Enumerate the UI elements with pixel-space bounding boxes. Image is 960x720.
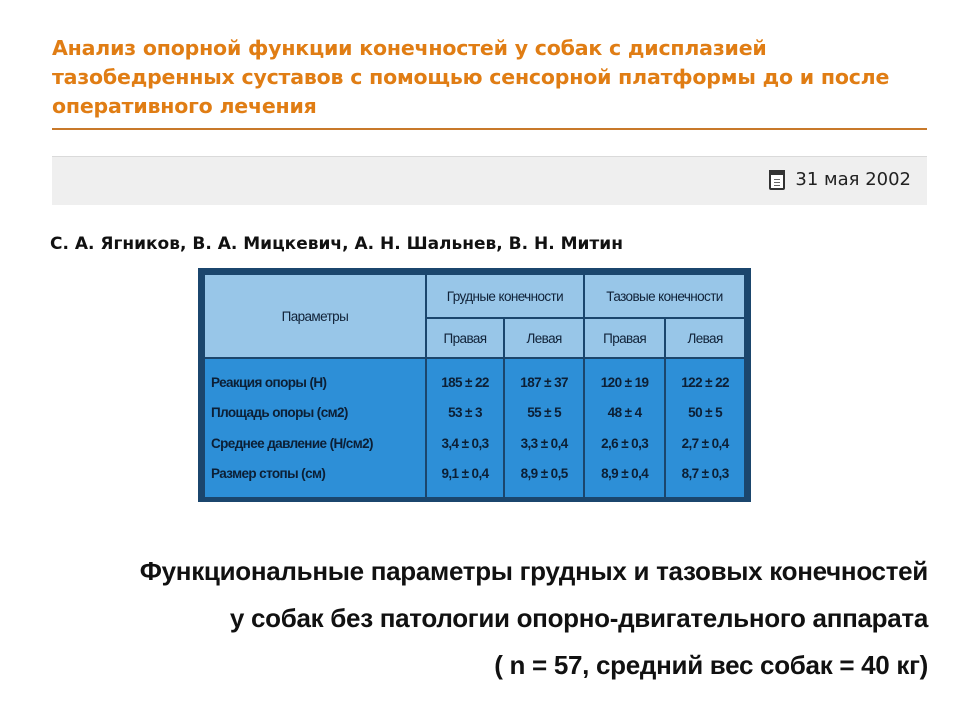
caption-line-2: у собак без патологии опорно-двигательного аппарата [229, 603, 928, 633]
param-label: Реакция опоры (Н) [204, 358, 426, 398]
table-row [204, 428, 745, 458]
publication-date: 31 мая 2002 [795, 169, 911, 190]
table-cell: 3,4 ± 0,3 [426, 428, 504, 458]
param-label: Размер стопы (см) [204, 458, 426, 497]
table-cell: 8,7 ± 0,3 [665, 458, 745, 497]
caption-line-1: Функциональные параметры грудных и тазовых конечностей [139, 556, 928, 586]
table-cell: 53 ± 3 [426, 398, 504, 428]
subheader-hind-left: Левая [665, 318, 745, 358]
table-row [204, 398, 745, 428]
parameters-table [203, 273, 746, 497]
table-caption [140, 548, 928, 689]
table-cell: 9,1 ± 0,4 [426, 458, 504, 497]
article-title: Анализ опорной функции конечностей у собак с дисплазией тазобедренных суставов с помощью сенсорной платформы до и после оперативного лечения [52, 36, 890, 118]
param-column-header: Параметры [204, 274, 426, 358]
table-cell: 187 ± 37 [504, 358, 584, 398]
authors: С. А. Ягников, В. А. Мицкевич, А. Н. Шальнев, В. Н. Митин [50, 234, 623, 254]
table-cell: 48 ± 4 [584, 398, 665, 428]
table-cell: 120 ± 19 [584, 358, 665, 398]
parameters-table-frame [198, 268, 751, 502]
table-row [204, 358, 745, 398]
table-cell: 185 ± 22 [426, 358, 504, 398]
table-cell: 3,3 ± 0,4 [504, 428, 584, 458]
group-header-front-limbs: Грудные конечности [426, 274, 584, 318]
table-cell: 50 ± 5 [665, 398, 745, 428]
table-cell: 122 ± 22 [665, 358, 745, 398]
date-info [769, 169, 911, 190]
group-header-hind-limbs: Тазовые конечности [584, 274, 745, 318]
title-divider [52, 128, 927, 130]
table-cell: 55 ± 5 [504, 398, 584, 428]
subheader-front-right: Правая [426, 318, 504, 358]
table-cell: 8,9 ± 0,5 [504, 458, 584, 497]
table-row [204, 458, 745, 497]
param-label: Среднее давление (Н/см2) [204, 428, 426, 458]
caption-line-3: ( n = 57, средний вес собак = 40 кг) [494, 650, 928, 680]
calendar-icon [769, 170, 785, 190]
date-bar [52, 156, 927, 205]
table-cell: 8,9 ± 0,4 [584, 458, 665, 497]
subheader-front-left: Левая [504, 318, 584, 358]
subheader-hind-right: Правая [584, 318, 665, 358]
param-label: Площадь опоры (см2) [204, 398, 426, 428]
table-cell: 2,6 ± 0,3 [584, 428, 665, 458]
table-cell: 2,7 ± 0,4 [665, 428, 745, 458]
